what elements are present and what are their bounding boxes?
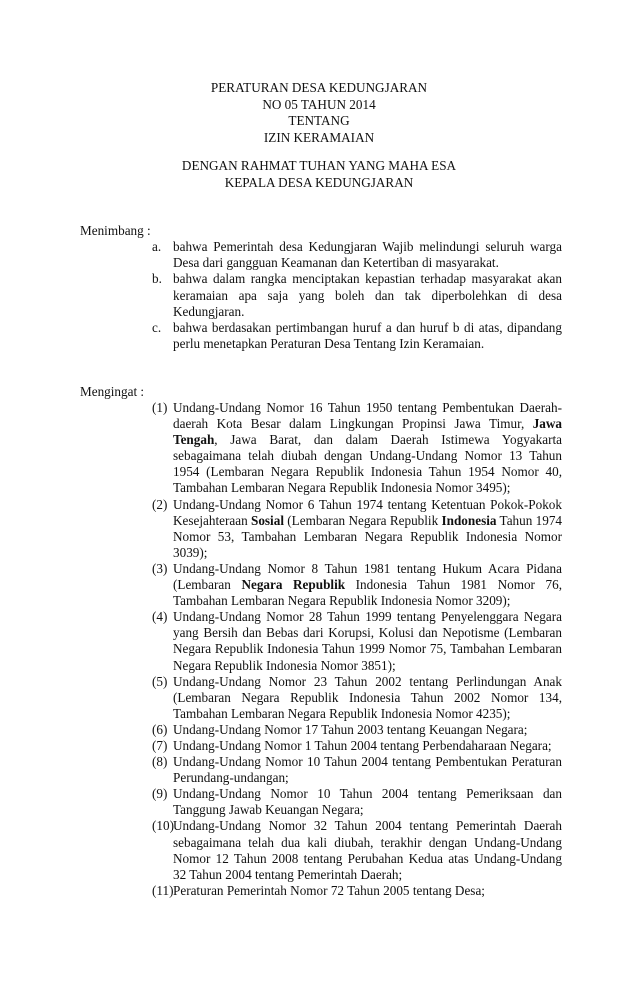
mengingat-item (152, 738, 562, 754)
mengingat-item (152, 883, 562, 899)
mengingat-item (152, 754, 562, 786)
item-text (173, 738, 562, 754)
item-marker: (2) (152, 496, 168, 512)
regulation-number: NO 05 TAHUN 2014 (262, 97, 376, 112)
menimbang-item (152, 320, 562, 352)
item-marker: (8) (152, 754, 168, 770)
regulation-about: TENTANG (288, 113, 350, 128)
mengingat-item (152, 400, 562, 497)
item-text: bahwa dalam rangka menciptakan kepastian terhadap masyarakat akan keramaian apa saja yang boleh dan tak diperbolehkan di desa Kedungjaran. (173, 271, 562, 319)
bold-text: Indonesia (441, 512, 497, 528)
text-fragment: Indonesia Tahun 1981 Nomor 76, Tambahan Lembaran Negara Republik Indonesia Nomor 3209); (173, 577, 562, 609)
bold-text: Jawa Tengah (173, 416, 562, 448)
item-text (173, 722, 562, 738)
authority-line: KEPALA DESA KEDUNGJARAN (224, 175, 414, 190)
mengingat-item (152, 674, 562, 722)
text-fragment: Undang-Undang Nomor 32 Tahun 2004 tentang Pemerintah Daerah sebagaimana telah dua kali diubah, terakhir dengan Undang-Undang Nomor 12 Tahun 2008 tentang Perubahan Kedua atas Undang-Undang 32 Tahun 2004 tentang Pemerintah Daerah; (173, 818, 562, 882)
mengingat-item (152, 561, 562, 609)
item-text: bahwa berdasakan pertimbangan huruf a dan huruf b di atas, dipandang perlu menetapkan Peraturan Desa Tentang Izin Keramaian. (173, 320, 562, 352)
item-marker: (9) (152, 786, 168, 802)
item-text (173, 497, 562, 561)
item-text (173, 754, 562, 786)
text-fragment: , Jawa Barat, dan dalam Daerah Istimewa Yogyakarta sebagaimana telah diubah dengan Undang-Undang Nomor 13 Tahun 1954 (Lembaran Negara Republik Indonesia Tahun 1954 Nomor 40, Tambahan Lembaran Negara Republik Indonesia Nomor 3495); (173, 432, 562, 496)
item-text (173, 818, 562, 882)
mengingat-item (152, 786, 562, 818)
item-text: bahwa Pemerintah desa Kedungjaran Wajib melindungi seluruh warga Desa dari gangguan Keamanan dan Ketertiban di masyarakat. (173, 239, 562, 271)
item-text (173, 883, 562, 899)
text-fragment: (Lembaran Negara Republik (283, 512, 442, 528)
item-marker: (10) (152, 818, 174, 834)
item-marker: (4) (152, 609, 168, 625)
text-fragment: Undang-Undang Nomor 1 Tahun 2004 tentang Perbendaharaan Negara; (173, 737, 552, 753)
text-fragment: Tahun 1974 Nomor 53, Tambahan Lembaran Negara Republik Indonesia Nomor 3039); (173, 512, 563, 560)
mengingat-item (152, 609, 562, 673)
item-text (173, 561, 562, 609)
text-fragment: Peraturan Pemerintah Nomor 72 Tahun 2005 tentang Desa; (173, 882, 485, 898)
bold-text: Negara Republik (241, 577, 346, 593)
menimbang-label: Menimbang : (80, 223, 151, 238)
menimbang-list (152, 239, 562, 352)
text-fragment: Undang-Undang Nomor 17 Tahun 2003 tentang Keuangan Negara; (173, 721, 528, 737)
regulation-subject: IZIN KERAMAIAN (263, 130, 375, 145)
text-fragment: Undang-Undang Nomor 28 Tahun 1999 tentang Penyelenggara Negara yang Bersih dan Bebas dari Korupsi, Kolusi dan Nepotisme (Lembaran Negara Republik Indonesia Tahun 1999 Nomor 75, Tambahan Lembaran Negara Republik Indonesia Nomor 3851); (173, 609, 562, 673)
text-fragment: Undang-Undang Nomor 23 Tahun 2002 tentang Perlindungan Anak (Lembaran Negara Republik Indonesia Tahun 2002 Nomor 134, Tambahan Lembaran Negara Republik Indonesia Nomor 4235); (173, 673, 562, 721)
item-text (173, 786, 562, 818)
item-marker: (6) (152, 721, 168, 737)
mengingat-item (152, 818, 562, 882)
text-fragment: Undang-Undang Nomor 8 Tahun 1981 tentang Hukum Acara Pidana (Lembaran (173, 560, 562, 593)
item-text (173, 400, 562, 497)
preamble-line: DENGAN RAHMAT TUHAN YANG MAHA ESA (181, 158, 457, 173)
item-marker: (11) (152, 882, 174, 898)
item-marker: (1) (152, 400, 168, 415)
menimbang-item (152, 271, 562, 320)
menimbang-item (152, 239, 562, 271)
text-fragment: Undang-Undang Nomor 10 Tahun 2004 tentang Pembentukan Peraturan Perundang-undangan; (173, 754, 562, 786)
text-fragment: Undang-Undang Nomor 6 Tahun 1974 tentang Ketentuan Pokok-Pokok Kesejahteraan (173, 496, 562, 528)
item-marker: (7) (152, 737, 168, 753)
text-fragment: Undang-Undang Nomor 16 Tahun 1950 tentang Pembentukan Daerah- daerah Kota Besar dalam Lingkungan Propinsi Jawa Timur, (173, 400, 562, 432)
item-marker: (3) (152, 560, 168, 576)
item-marker: a. (152, 239, 162, 254)
mengingat-item (152, 722, 562, 738)
item-marker: c. (152, 320, 162, 336)
item-marker: (5) (152, 673, 168, 689)
text-fragment: Undang-Undang Nomor 10 Tahun 2004 tentang Pemeriksaan dan Tanggung Jawab Keuangan Negara; (173, 786, 562, 818)
item-marker: b. (152, 271, 162, 287)
mengingat-item (152, 497, 562, 561)
mengingat-label: Mengingat : (80, 384, 145, 399)
item-text (173, 609, 562, 673)
regulation-title: PERATURAN DESA KEDUNGJARAN (210, 80, 428, 95)
item-text (173, 674, 562, 722)
mengingat-list (152, 400, 562, 899)
bold-text: Sosial (251, 512, 284, 528)
